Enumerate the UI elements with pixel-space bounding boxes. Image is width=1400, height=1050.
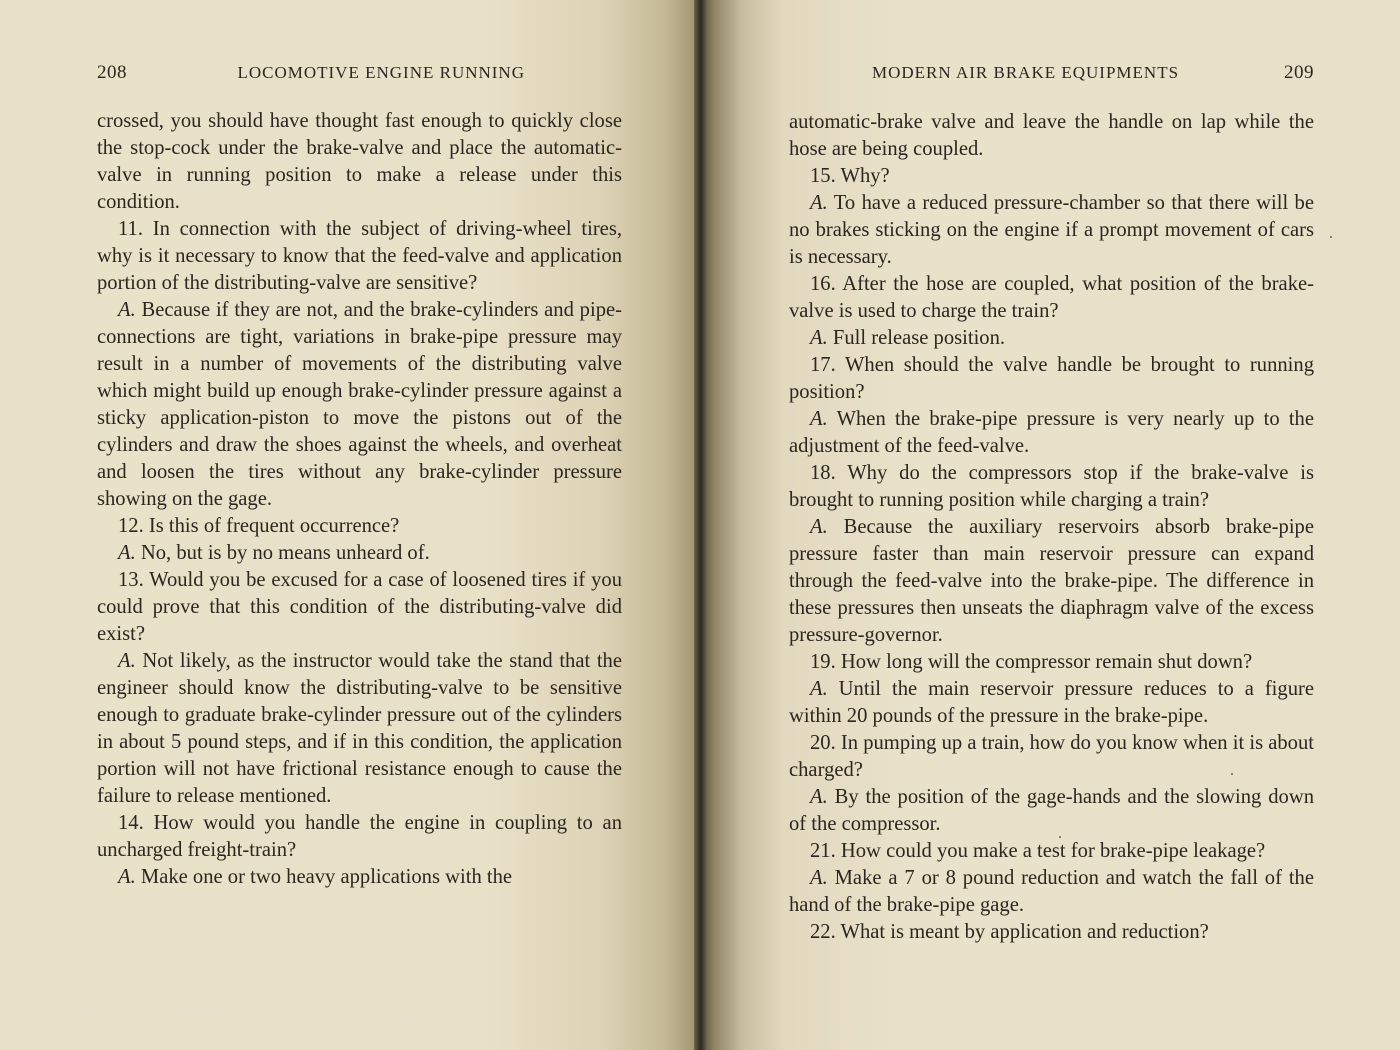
answer-marker: A. — [118, 650, 136, 672]
paragraph: 21. How could you make a test for brake-pipe leakage? — [810, 840, 1266, 862]
paper-speck — [1330, 236, 1332, 238]
answer-marker: A. — [810, 192, 828, 214]
paragraph: 14. How would you handle the engine in coupling to an uncharged freight-train? — [97, 812, 622, 861]
left-page-header — [97, 62, 525, 84]
left-page-number: 208 — [97, 62, 127, 83]
paragraph: 12. Is this of frequent occurrence? — [118, 515, 400, 537]
answer-marker: A. — [118, 299, 136, 321]
paragraph: A. Because the auxiliary reservoirs absorb brake-pipe pressure faster than main reservoir pressure can expand through the feed-valve into the brake-pipe. The difference in these pressures then unseats the diaphragm valve of the excess pressure-governor. — [789, 516, 1314, 646]
paragraph: A. Full release position. — [810, 327, 1006, 349]
paragraph: 16. After the hose are coupled, what position of the brake-valve is used to charge the train? — [789, 273, 1314, 322]
right-page-header — [872, 62, 1314, 84]
paragraph: A. Make a 7 or 8 pound reduction and watch the fall of the hand of the brake-pipe gage. — [789, 867, 1314, 916]
book-gutter — [694, 0, 708, 1050]
answer-marker: A. — [118, 542, 136, 564]
paragraph: 19. How long will the compressor remain shut down? — [810, 651, 1253, 673]
right-page — [700, 0, 1400, 1050]
answer-marker: A. — [810, 678, 828, 700]
left-body-text — [97, 108, 622, 891]
paragraph: 15. Why? — [810, 165, 890, 187]
paragraph: A. Until the main reservoir pressure reduces to a figure within 20 pounds of the pressure in the brake-pipe. — [789, 678, 1314, 727]
paragraph: 11. In connection with the subject of driving-wheel tires, why is it necessary to know that the feed-valve and application portion of the distributing-valve are sensitive? — [97, 218, 622, 294]
answer-marker: A. — [810, 867, 828, 889]
right-running-head: MODERN AIR BRAKE EQUIPMENTS — [872, 63, 1180, 82]
paragraph: 20. In pumping up a train, how do you know when it is about charged? — [789, 732, 1314, 781]
paragraph: 22. What is meant by application and reduction? — [810, 921, 1209, 943]
paragraph: A. Because if they are not, and the brake-cylinders and pipe-connections are tight, variations in brake-pipe pressure may result in a number of movements of the distributing valve which might build up enough brake-cylinder pressure against a sticky application-piston to move the pistons out of the cylinders and draw the shoes against the wheels, and overheat and loosen the tires without any brake-cylinder pressure showing on the gage. — [97, 299, 622, 510]
paragraph: automatic-brake valve and leave the handle on lap while the hose are being coupled. — [789, 111, 1314, 160]
paragraph: A. Make one or two heavy applications with the — [118, 866, 513, 888]
answer-marker: A. — [810, 408, 828, 430]
paragraph: A. To have a reduced pressure-chamber so that there will be no brakes sticking on the engine if a prompt movement of cars is necessary. — [789, 192, 1314, 268]
paragraph: crossed, you should have thought fast enough to quickly close the stop-cock under the brake-valve and place the automatic-valve in running position to make a release under this condition. — [97, 110, 622, 213]
paragraph: 17. When should the valve handle be brought to running position? — [789, 354, 1314, 403]
paragraph: 18. Why do the compressors stop if the brake-valve is brought to running position while charging a train? — [789, 462, 1314, 511]
left-running-head: LOCOMOTIVE ENGINE RUNNING — [237, 63, 525, 82]
paper-speck — [1231, 773, 1233, 775]
answer-marker: A. — [810, 786, 828, 808]
right-body-text — [789, 109, 1314, 946]
paragraph: A. By the position of the gage-hands and the slowing down of the compressor. — [789, 786, 1314, 835]
answer-marker: A. — [810, 516, 828, 538]
answer-marker: A. — [810, 327, 828, 349]
paragraph: A. When the brake-pipe pressure is very nearly up to the adjustment of the feed-valve. — [789, 408, 1314, 457]
answer-marker: A. — [118, 866, 136, 888]
right-page-number: 209 — [1284, 62, 1314, 83]
paper-speck — [1059, 836, 1061, 838]
paragraph: A. No, but is by no means unheard of. — [118, 542, 430, 564]
paragraph: A. Not likely, as the instructor would take the stand that the engineer should know the distributing-valve to be sensitive enough to graduate brake-cylinder pressure out of the cylinders in about 5 pound steps, and if in this condition, the application portion will not have frictional resistance enough to cause the failure to release mentioned. — [97, 650, 622, 807]
paragraph: 13. Would you be excused for a case of loosened tires if you could prove that this condition of the distributing-valve did exist? — [97, 569, 622, 645]
